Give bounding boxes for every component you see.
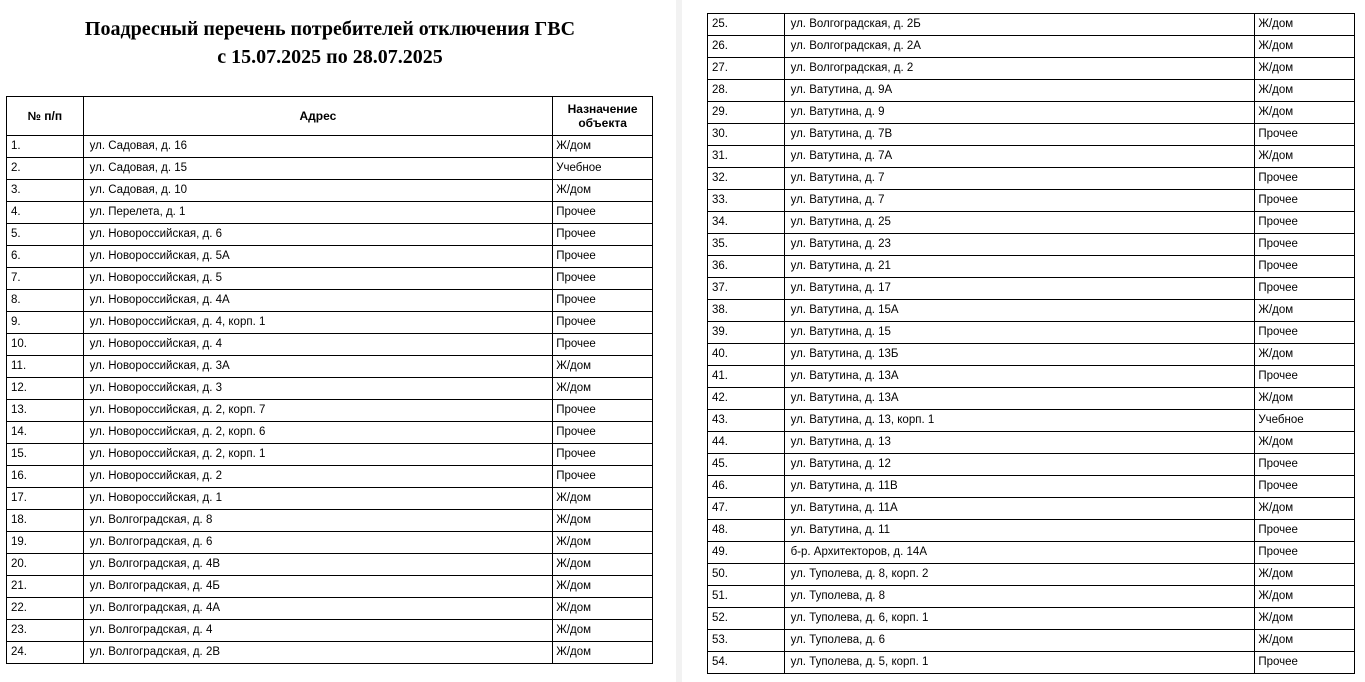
- row-purpose: Прочее: [1255, 366, 1355, 388]
- table-row: [7, 246, 653, 268]
- table-row: [7, 158, 653, 180]
- row-address: ул. Новороссийская, д. 2, корп. 6: [83, 422, 553, 444]
- row-address: ул. Ватутина, д. 23: [784, 234, 1255, 256]
- row-number: 38.: [708, 300, 785, 322]
- table-row: [708, 498, 1355, 520]
- table-row: [708, 476, 1355, 498]
- row-number: 26.: [708, 36, 785, 58]
- row-purpose: Прочее: [1255, 542, 1355, 564]
- row-number: 33.: [708, 190, 785, 212]
- row-purpose: Прочее: [1255, 476, 1355, 498]
- table-left-body: [7, 136, 653, 664]
- row-number: 6.: [7, 246, 84, 268]
- table-row: [708, 366, 1355, 388]
- row-purpose: Ж/дом: [1255, 300, 1355, 322]
- table-row: [7, 268, 653, 290]
- row-number: 28.: [708, 80, 785, 102]
- row-purpose: Прочее: [553, 224, 653, 246]
- table-row: [708, 168, 1355, 190]
- title-line-2: с 15.07.2025 по 28.07.2025: [217, 46, 443, 68]
- table-row: [708, 432, 1355, 454]
- row-purpose: Ж/дом: [553, 180, 653, 202]
- row-number: 29.: [708, 102, 785, 124]
- row-address: ул. Волгоградская, д. 8: [83, 510, 553, 532]
- row-number: 37.: [708, 278, 785, 300]
- row-number: 21.: [7, 576, 84, 598]
- row-number: 16.: [7, 466, 84, 488]
- table-row: [7, 532, 653, 554]
- row-address: ул. Ватутина, д. 13, корп. 1: [784, 410, 1255, 432]
- row-purpose: Прочее: [1255, 278, 1355, 300]
- row-number: 42.: [708, 388, 785, 410]
- row-address: ул. Ватутина, д. 7: [784, 168, 1255, 190]
- table-row: [708, 234, 1355, 256]
- row-address: ул. Садовая, д. 10: [83, 180, 553, 202]
- row-purpose: Прочее: [553, 202, 653, 224]
- row-address: ул. Ватутина, д. 13: [784, 432, 1255, 454]
- table-row: [708, 14, 1355, 36]
- table-row: [708, 542, 1355, 564]
- title-line-1: Поадресный перечень потребителей отключения ГВС: [84, 18, 576, 40]
- row-number: 27.: [708, 58, 785, 80]
- row-purpose: Ж/дом: [553, 532, 653, 554]
- row-number: 11.: [7, 356, 84, 378]
- table-row: [7, 136, 653, 158]
- row-address: ул. Ватутина, д. 11В: [784, 476, 1255, 498]
- row-number: 51.: [708, 586, 785, 608]
- table-row: [708, 410, 1355, 432]
- row-address: ул. Перелета, д. 1: [83, 202, 553, 224]
- row-purpose: Прочее: [1255, 322, 1355, 344]
- table-row: [7, 510, 653, 532]
- table-right-body: [708, 14, 1355, 674]
- row-purpose: Ж/дом: [553, 576, 653, 598]
- table-row: [7, 422, 653, 444]
- header-purpose-line-1: Назначение: [567, 102, 638, 116]
- row-address: ул. Ватутина, д. 7А: [784, 146, 1255, 168]
- row-address: ул. Новороссийская, д. 4, корп. 1: [83, 312, 553, 334]
- row-number: 17.: [7, 488, 84, 510]
- table-row: [708, 520, 1355, 542]
- row-number: 41.: [708, 366, 785, 388]
- row-address: ул. Новороссийская, д. 2: [83, 466, 553, 488]
- table-row: [7, 224, 653, 246]
- table-row: [7, 488, 653, 510]
- row-number: 53.: [708, 630, 785, 652]
- row-purpose: Ж/дом: [1255, 432, 1355, 454]
- row-address: ул. Волгоградская, д. 2Б: [784, 14, 1255, 36]
- table-row: [708, 36, 1355, 58]
- row-number: 43.: [708, 410, 785, 432]
- row-number: 10.: [7, 334, 84, 356]
- table-row: [7, 290, 653, 312]
- table-row: [708, 344, 1355, 366]
- row-address: ул. Ватутина, д. 13Б: [784, 344, 1255, 366]
- table-row: [708, 652, 1355, 674]
- row-address: ул. Новороссийская, д. 6: [83, 224, 553, 246]
- row-number: 54.: [708, 652, 785, 674]
- table-left: [6, 96, 653, 664]
- row-number: 46.: [708, 476, 785, 498]
- table-row: [7, 334, 653, 356]
- row-address: ул. Туполева, д. 5, корп. 1: [784, 652, 1255, 674]
- row-address: ул. Ватутина, д. 11: [784, 520, 1255, 542]
- table-right: [707, 13, 1355, 674]
- row-number: 13.: [7, 400, 84, 422]
- row-number: 50.: [708, 564, 785, 586]
- row-purpose: Прочее: [553, 312, 653, 334]
- row-purpose: Прочее: [553, 400, 653, 422]
- row-purpose: Ж/дом: [1255, 58, 1355, 80]
- row-number: 25.: [708, 14, 785, 36]
- row-address: ул. Новороссийская, д. 2, корп. 7: [83, 400, 553, 422]
- header-purpose: [553, 97, 653, 136]
- table-row: [708, 322, 1355, 344]
- row-address: ул. Ватутина, д. 12: [784, 454, 1255, 476]
- row-number: 20.: [7, 554, 84, 576]
- row-purpose: Ж/дом: [553, 356, 653, 378]
- row-purpose: Прочее: [1255, 234, 1355, 256]
- table-row: [7, 400, 653, 422]
- row-number: 31.: [708, 146, 785, 168]
- table-row: [708, 454, 1355, 476]
- row-number: 24.: [7, 642, 84, 664]
- row-purpose: Прочее: [553, 246, 653, 268]
- table-row: [708, 80, 1355, 102]
- row-address: ул. Новороссийская, д. 1: [83, 488, 553, 510]
- row-number: 44.: [708, 432, 785, 454]
- row-number: 45.: [708, 454, 785, 476]
- row-purpose: Ж/дом: [553, 378, 653, 400]
- row-purpose: Ж/дом: [1255, 608, 1355, 630]
- table-row: [7, 202, 653, 224]
- row-address: ул. Новороссийская, д. 4: [83, 334, 553, 356]
- table-row: [7, 180, 653, 202]
- row-address: ул. Садовая, д. 16: [83, 136, 553, 158]
- row-number: 1.: [7, 136, 84, 158]
- row-address: ул. Новороссийская, д. 5: [83, 268, 553, 290]
- row-address: ул. Ватутина, д. 11А: [784, 498, 1255, 520]
- row-purpose: Прочее: [1255, 124, 1355, 146]
- table-row: [7, 598, 653, 620]
- row-address: ул. Туполева, д. 6: [784, 630, 1255, 652]
- row-purpose: Прочее: [553, 334, 653, 356]
- row-purpose: Прочее: [1255, 212, 1355, 234]
- row-address: ул. Новороссийская, д. 4А: [83, 290, 553, 312]
- row-number: 5.: [7, 224, 84, 246]
- row-number: 32.: [708, 168, 785, 190]
- row-number: 7.: [7, 268, 84, 290]
- table-row: [708, 190, 1355, 212]
- row-purpose: Ж/дом: [553, 620, 653, 642]
- table-header-row: [7, 97, 653, 136]
- row-purpose: Ж/дом: [553, 488, 653, 510]
- table-row: [708, 256, 1355, 278]
- row-purpose: Ж/дом: [553, 136, 653, 158]
- table-row: [708, 586, 1355, 608]
- row-address: ул. Ватутина, д. 15А: [784, 300, 1255, 322]
- page-right: [682, 0, 1365, 682]
- row-number: 40.: [708, 344, 785, 366]
- row-number: 18.: [7, 510, 84, 532]
- row-number: 49.: [708, 542, 785, 564]
- row-purpose: Прочее: [1255, 256, 1355, 278]
- row-number: 15.: [7, 444, 84, 466]
- row-number: 8.: [7, 290, 84, 312]
- row-number: 4.: [7, 202, 84, 224]
- row-address: ул. Волгоградская, д. 2А: [784, 36, 1255, 58]
- row-address: ул. Ватутина, д. 7: [784, 190, 1255, 212]
- row-address: ул. Новороссийская, д. 3: [83, 378, 553, 400]
- row-address: ул. Волгоградская, д. 4А: [83, 598, 553, 620]
- row-purpose: Ж/дом: [1255, 344, 1355, 366]
- row-number: 3.: [7, 180, 84, 202]
- row-purpose: Прочее: [1255, 520, 1355, 542]
- row-purpose: Прочее: [553, 444, 653, 466]
- table-row: [7, 576, 653, 598]
- row-purpose: Ж/дом: [1255, 498, 1355, 520]
- table-row: [708, 58, 1355, 80]
- row-number: 23.: [7, 620, 84, 642]
- header-purpose-line-2: объекта: [578, 116, 627, 130]
- row-number: 30.: [708, 124, 785, 146]
- row-purpose: Ж/дом: [1255, 586, 1355, 608]
- row-address: ул. Ватутина, д. 9: [784, 102, 1255, 124]
- row-number: 36.: [708, 256, 785, 278]
- row-purpose: Прочее: [553, 290, 653, 312]
- row-purpose: Ж/дом: [1255, 630, 1355, 652]
- row-number: 39.: [708, 322, 785, 344]
- document-title: [0, 15, 660, 71]
- row-address: ул. Ватутина, д. 9А: [784, 80, 1255, 102]
- row-address: ул. Новороссийская, д. 5А: [83, 246, 553, 268]
- table-row: [708, 278, 1355, 300]
- row-purpose: Прочее: [1255, 652, 1355, 674]
- table-row: [7, 378, 653, 400]
- table-row: [7, 312, 653, 334]
- row-purpose: Ж/дом: [1255, 80, 1355, 102]
- row-address: ул. Ватутина, д. 17: [784, 278, 1255, 300]
- table-row: [708, 212, 1355, 234]
- row-address: ул. Туполева, д. 8: [784, 586, 1255, 608]
- table-row: [7, 554, 653, 576]
- row-address: ул. Новороссийская, д. 3А: [83, 356, 553, 378]
- row-number: 47.: [708, 498, 785, 520]
- row-number: 34.: [708, 212, 785, 234]
- table-row: [708, 124, 1355, 146]
- row-address: ул. Туполева, д. 8, корп. 2: [784, 564, 1255, 586]
- table-row: [708, 564, 1355, 586]
- row-purpose: Ж/дом: [1255, 102, 1355, 124]
- table-row: [708, 300, 1355, 322]
- row-purpose: Ж/дом: [553, 510, 653, 532]
- table-row: [7, 356, 653, 378]
- row-address: ул. Ватутина, д. 7В: [784, 124, 1255, 146]
- page-left: [0, 0, 676, 682]
- row-number: 14.: [7, 422, 84, 444]
- row-purpose: Ж/дом: [553, 554, 653, 576]
- row-address: ул. Ватутина, д. 15: [784, 322, 1255, 344]
- row-number: 48.: [708, 520, 785, 542]
- row-address: ул. Садовая, д. 15: [83, 158, 553, 180]
- row-purpose: Ж/дом: [553, 642, 653, 664]
- row-purpose: Ж/дом: [553, 598, 653, 620]
- row-number: 9.: [7, 312, 84, 334]
- row-address: ул. Ватутина, д. 25: [784, 212, 1255, 234]
- header-num: № п/п: [7, 97, 84, 136]
- row-address: ул. Волгоградская, д. 4В: [83, 554, 553, 576]
- row-number: 22.: [7, 598, 84, 620]
- table-row: [708, 630, 1355, 652]
- row-purpose: Учебное: [553, 158, 653, 180]
- row-purpose: Ж/дом: [1255, 36, 1355, 58]
- row-purpose: Ж/дом: [1255, 564, 1355, 586]
- row-address: ул. Новороссийская, д. 2, корп. 1: [83, 444, 553, 466]
- table-row: [708, 146, 1355, 168]
- row-address: ул. Волгоградская, д. 6: [83, 532, 553, 554]
- row-address: ул. Волгоградская, д. 4: [83, 620, 553, 642]
- row-purpose: Прочее: [553, 268, 653, 290]
- row-purpose: Прочее: [1255, 190, 1355, 212]
- row-address: ул. Волгоградская, д. 2В: [83, 642, 553, 664]
- row-address: ул. Ватутина, д. 21: [784, 256, 1255, 278]
- row-purpose: Ж/дом: [1255, 388, 1355, 410]
- row-number: 35.: [708, 234, 785, 256]
- row-address: ул. Туполева, д. 6, корп. 1: [784, 608, 1255, 630]
- row-purpose: Прочее: [553, 422, 653, 444]
- row-purpose: Прочее: [1255, 454, 1355, 476]
- row-number: 52.: [708, 608, 785, 630]
- row-address: б-р. Архитекторов, д. 14А: [784, 542, 1255, 564]
- table-row: [708, 608, 1355, 630]
- table-row: [7, 444, 653, 466]
- row-purpose: Ж/дом: [1255, 146, 1355, 168]
- row-purpose: Прочее: [553, 466, 653, 488]
- table-row: [708, 388, 1355, 410]
- row-address: ул. Ватутина, д. 13А: [784, 366, 1255, 388]
- table-row: [7, 642, 653, 664]
- row-purpose: Прочее: [1255, 168, 1355, 190]
- row-address: ул. Волгоградская, д. 4Б: [83, 576, 553, 598]
- row-address: ул. Волгоградская, д. 2: [784, 58, 1255, 80]
- table-row: [708, 102, 1355, 124]
- row-number: 19.: [7, 532, 84, 554]
- row-purpose: Учебное: [1255, 410, 1355, 432]
- header-address: Адрес: [83, 97, 553, 136]
- table-row: [7, 620, 653, 642]
- row-number: 2.: [7, 158, 84, 180]
- table-row: [7, 466, 653, 488]
- row-number: 12.: [7, 378, 84, 400]
- row-address: ул. Ватутина, д. 13А: [784, 388, 1255, 410]
- row-purpose: Ж/дом: [1255, 14, 1355, 36]
